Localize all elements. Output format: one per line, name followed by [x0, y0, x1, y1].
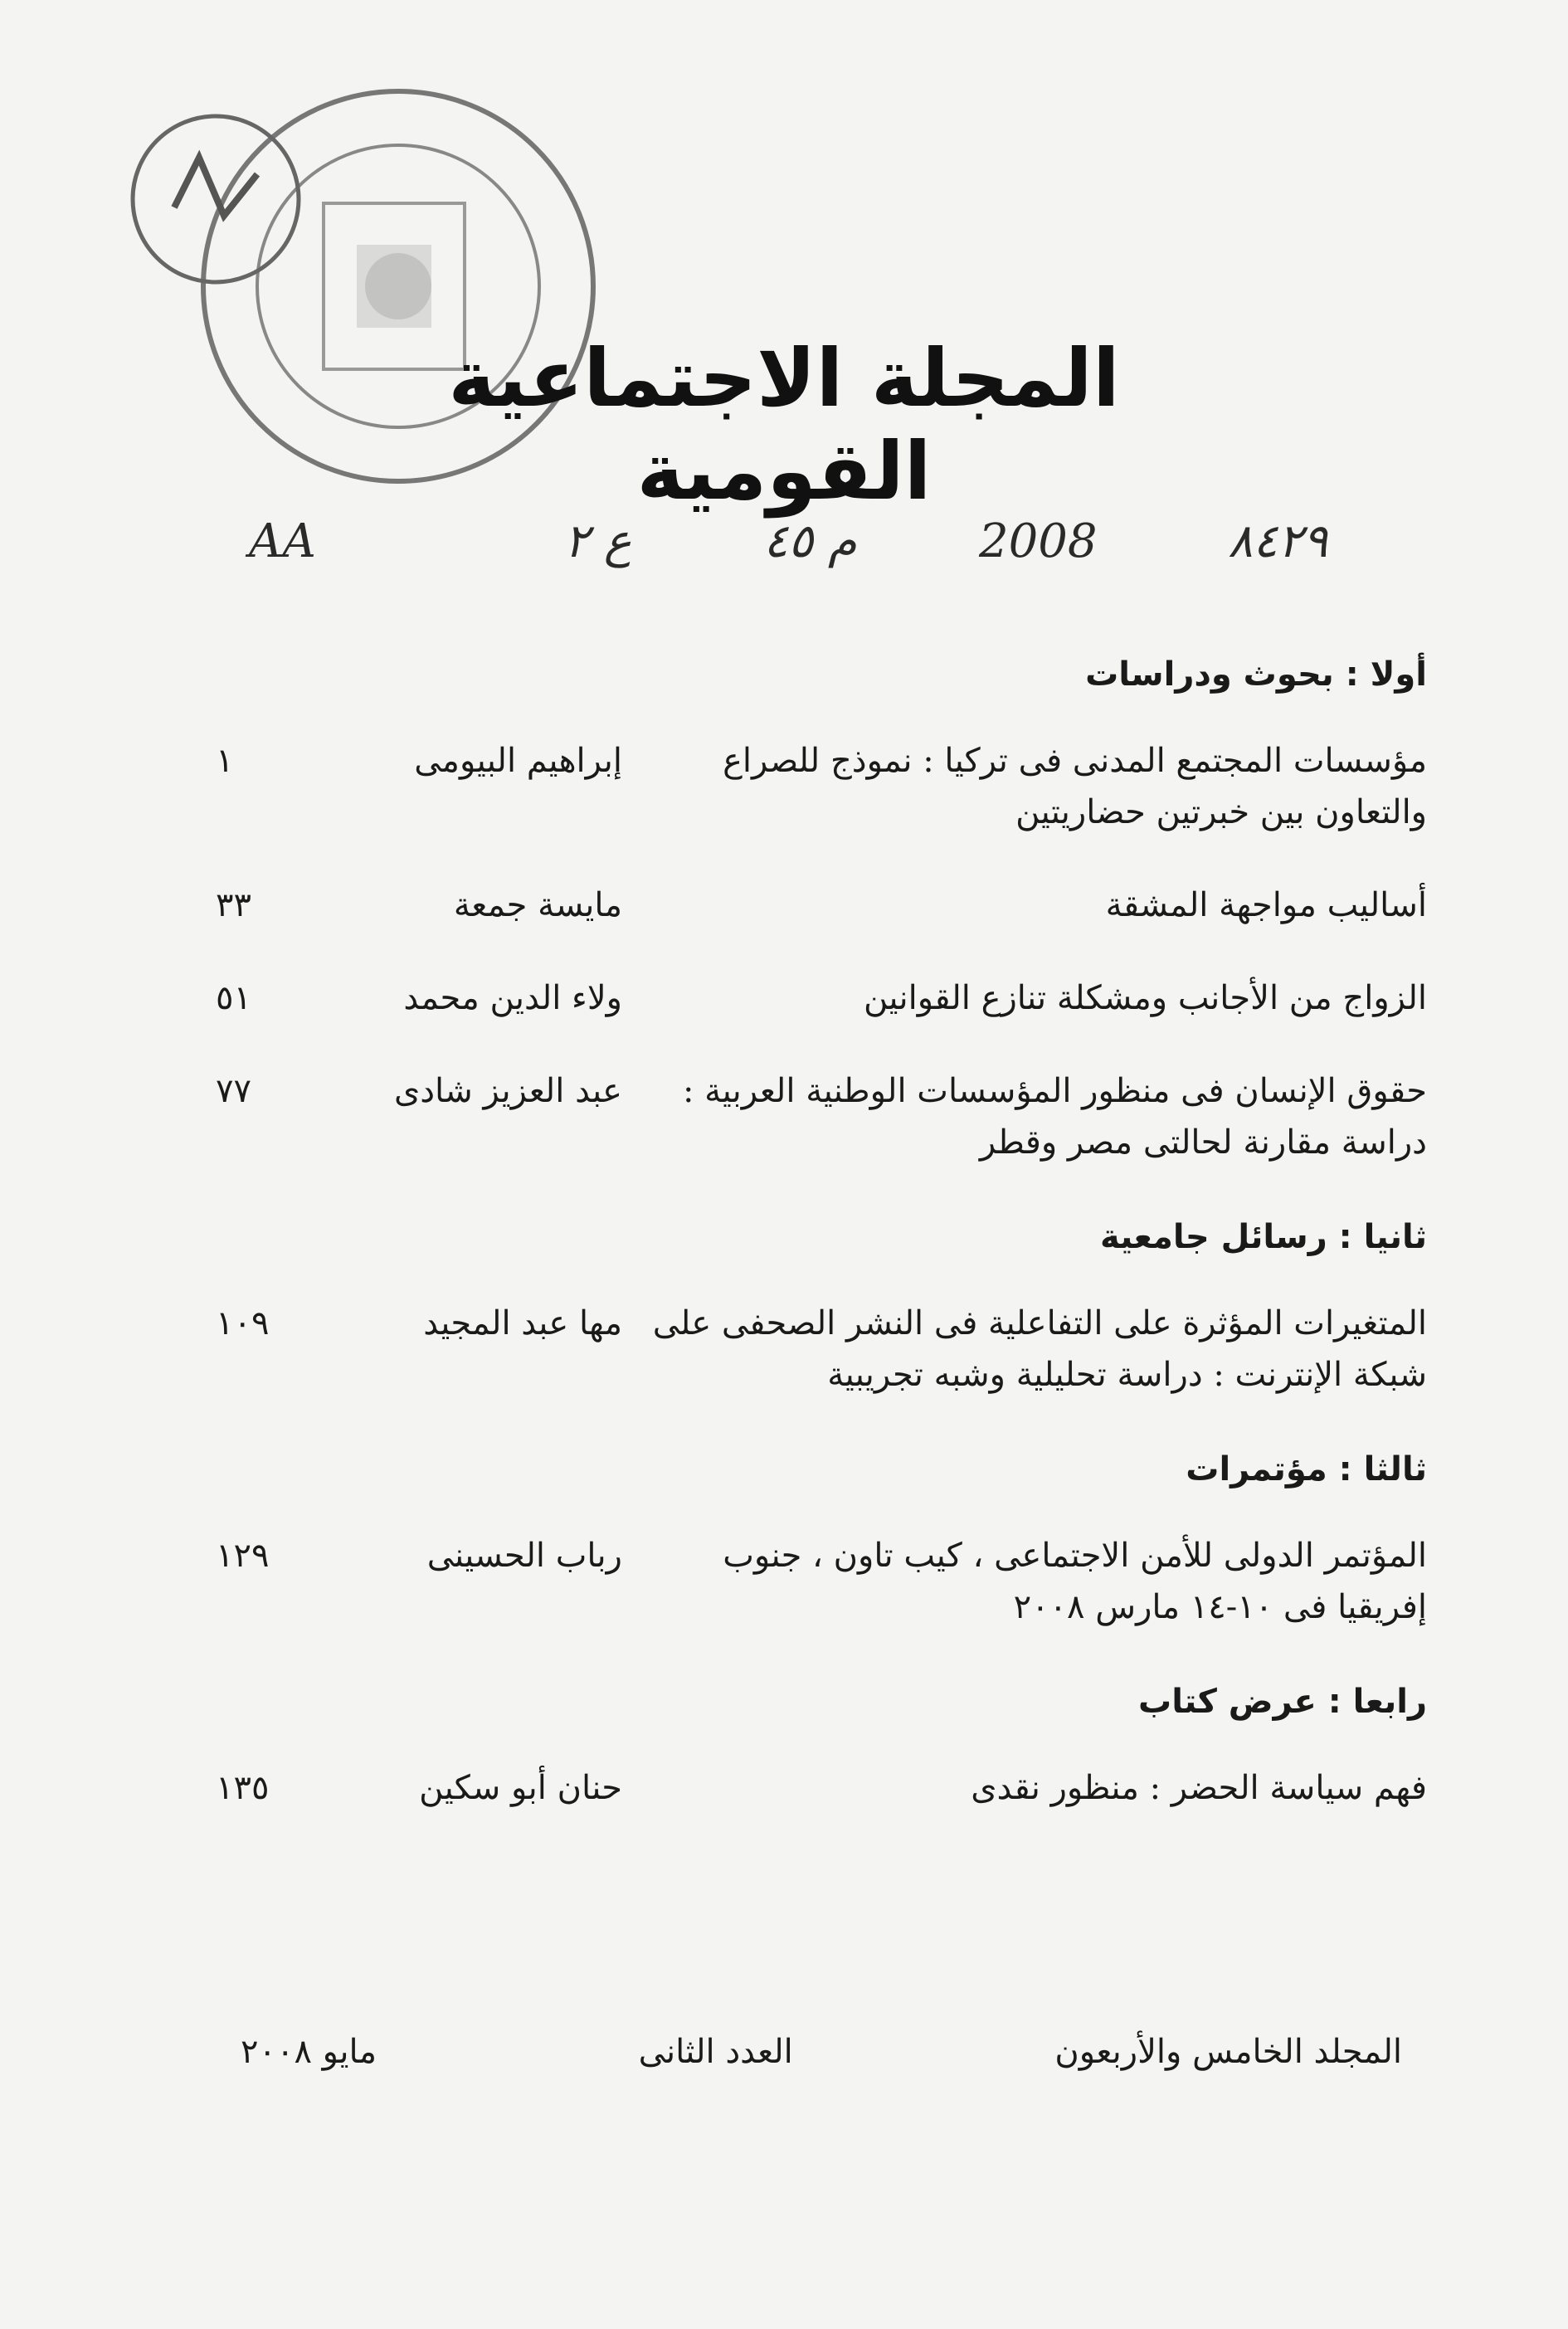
section-heading: رابعا : عرض كتاب — [1138, 1683, 1427, 1721]
entry-author: رباب الحسينى — [426, 1537, 622, 1575]
section-heading: ثانيا : رسائل جامعية — [1099, 1218, 1427, 1256]
entry-title: حقوق الإنسان فى منظور المؤسسات الوطنية العربية : دراسة مقارنة لحالتى مصر وقطر — [682, 1072, 1427, 1162]
handwritten-annotation — [249, 514, 1328, 597]
entry-title: فهم سياسة الحضر : منظور نقدى — [971, 1769, 1427, 1807]
issue-label: العدد الثانى — [638, 2033, 793, 2071]
table-of-contents — [216, 655, 1427, 1864]
section-heading: ثالثا : مؤتمرات — [1186, 1450, 1427, 1489]
handwritten-volume: م ٤٥ — [763, 514, 857, 568]
entry-page: ٣٣ — [216, 886, 251, 924]
entry-page: ١٢٩ — [216, 1537, 270, 1575]
entry-title: المؤتمر الدولى للأمن الاجتماعى ، كيب تاون ، جنوب إفريقيا فى ١٠-١٤ مارس ٢٠٠٨ — [723, 1537, 1427, 1626]
section-theses — [216, 1218, 1427, 1401]
toc-entry — [216, 1298, 1427, 1401]
toc-entry — [216, 1762, 1427, 1814]
entry-author: ولاء الدين محمد — [403, 979, 622, 1017]
toc-entry — [216, 1065, 1427, 1168]
handwritten-year: 2008 — [979, 514, 1098, 568]
vu-circle-mark — [124, 108, 307, 290]
date-label: مايو ٢٠٠٨ — [241, 2033, 377, 2071]
entry-title: الزواج من الأجانب ومشكلة تنازع القوانين — [863, 979, 1427, 1017]
toc-entry — [216, 735, 1427, 838]
entry-title: المتغيرات المؤثرة على التفاعلية فى النشر الصحفى على شبكة الإنترنت : دراسة تحليلية وشبه تجريبية — [652, 1304, 1427, 1394]
entry-page: ١ — [216, 742, 234, 780]
toc-entry — [216, 1530, 1427, 1633]
journal-title: المجلة الاجتماعية القومية — [448, 332, 1120, 518]
entry-author: عبد العزيز شادى — [393, 1072, 622, 1110]
entry-page: ١٠٩ — [216, 1304, 270, 1342]
handwritten-issue: ع ٢ — [564, 514, 632, 568]
entry-author: مايسة جمعة — [453, 886, 622, 924]
entry-author: حنان أبو سكين — [419, 1769, 622, 1807]
entry-title: مؤسسات المجتمع المدنى فى تركيا : نموذج للصراع والتعاون بين خبرتين حضاريتين — [723, 742, 1427, 831]
entry-author: إبراهيم البيومى — [414, 742, 622, 780]
section-heading: أولا : بحوث ودراسات — [1085, 655, 1427, 694]
entry-title: أساليب مواجهة المشقة — [1105, 886, 1427, 924]
entry-author: مها عبد المجيد — [423, 1304, 622, 1342]
entry-page: ١٣٥ — [216, 1769, 270, 1807]
section-conferences — [216, 1450, 1427, 1633]
section-book-review — [216, 1683, 1427, 1814]
toc-entry — [216, 972, 1427, 1024]
entry-page: ٥١ — [216, 979, 251, 1017]
volume-label: المجلد الخامس والأربعون — [1054, 2033, 1402, 2071]
handwritten-number: ٨٤٢٩ — [1228, 514, 1328, 568]
entry-page: ٧٧ — [216, 1072, 251, 1110]
section-research — [216, 655, 1427, 1168]
handwritten-code: AA — [249, 514, 316, 568]
issue-footer — [241, 2033, 1402, 2071]
toc-entry — [216, 879, 1427, 931]
